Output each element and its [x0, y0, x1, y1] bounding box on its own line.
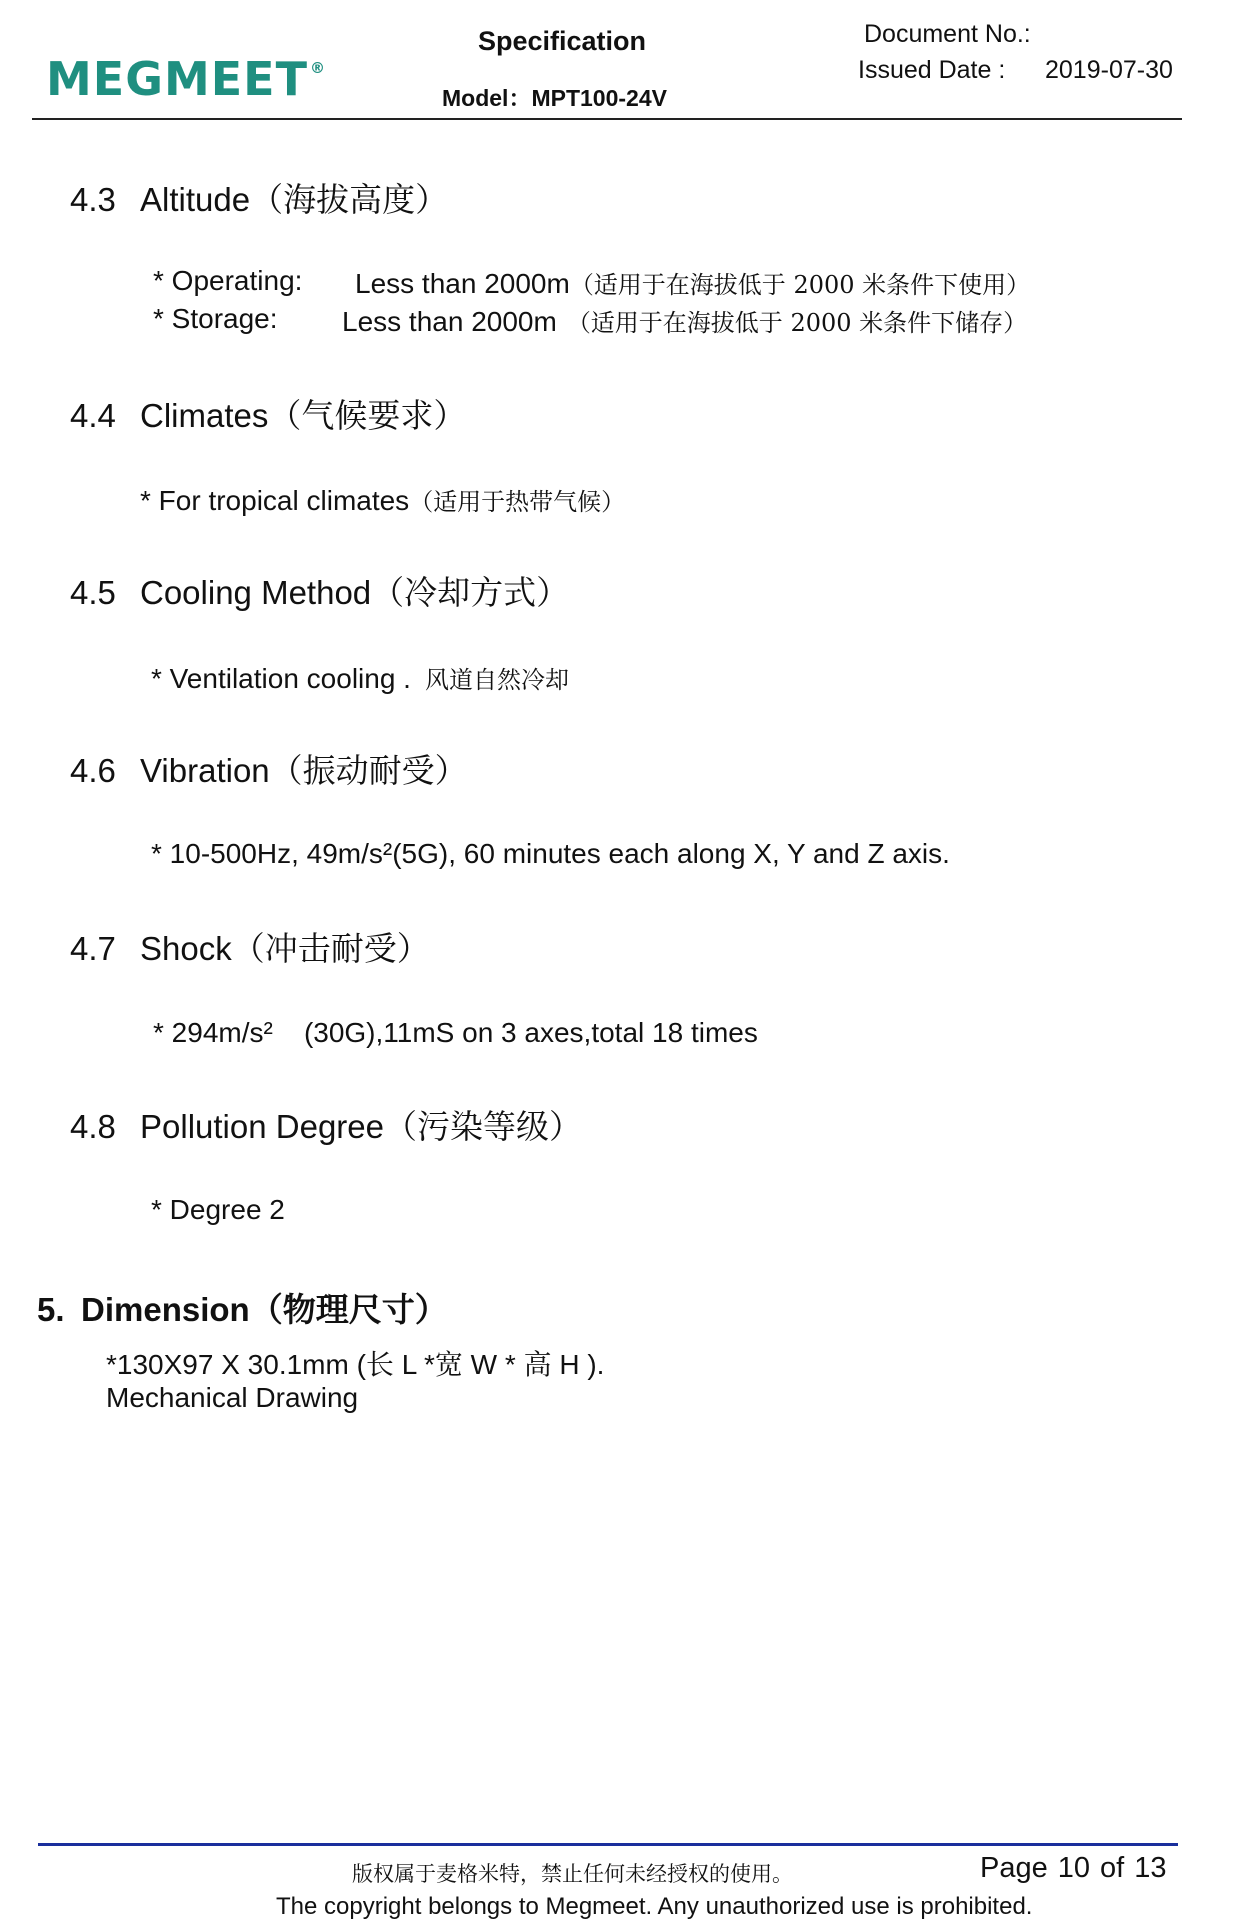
storage-altitude-note: （适用于在海拔低于 2000 米条件下储存）	[566, 309, 1028, 337]
section-title-cn: （冲击耐受）	[231, 929, 430, 968]
operating-altitude-label: * Operating:	[153, 265, 303, 296]
mechanical-drawing-label: Mechanical Drawing	[106, 1382, 359, 1413]
section-number: 4.8	[70, 1108, 116, 1145]
section-title-cn: （气候要求）	[268, 396, 467, 435]
page-label: Page	[980, 1852, 1048, 1884]
section-title: Dimension	[81, 1291, 250, 1328]
section-title: Climates	[140, 397, 269, 434]
section-number: 4.7	[70, 930, 116, 967]
footer-divider	[38, 1843, 1178, 1846]
of-label: of	[1100, 1852, 1125, 1884]
section-title-cn: （物理尺寸）	[249, 1290, 448, 1329]
issued-date-label: Issued Date :	[858, 56, 1006, 84]
section-title-cn: （海拔高度）	[250, 180, 449, 219]
section-number: 4.5	[70, 574, 116, 611]
section-4-3-heading	[70, 174, 448, 221]
climates-item	[140, 482, 625, 517]
section-title: Vibration	[140, 752, 270, 789]
cooling-note: 风道自然冷却	[424, 666, 569, 694]
dimension-value: *130X97 X 30.1mm (长 L *宽 W * 高 H ).	[106, 1349, 605, 1380]
section-title: Pollution Degree	[140, 1108, 384, 1145]
section-title: Altitude	[140, 181, 251, 218]
company-logo	[46, 52, 326, 106]
storage-altitude-row	[342, 303, 1027, 338]
section-number: 4.3	[70, 181, 116, 218]
cooling-text: * Ventilation cooling .	[151, 663, 411, 694]
registered-mark: ®	[309, 58, 326, 77]
section-number: 4.6	[70, 752, 116, 789]
page-total: 13	[1134, 1852, 1167, 1884]
section-title: Shock	[140, 930, 232, 967]
section-title-cn: （振动耐受）	[269, 751, 468, 790]
pollution-item: * Degree 2	[151, 1194, 285, 1225]
climates-note: （适用于热带气候）	[409, 488, 626, 516]
logo-text: MEGMEET	[46, 52, 308, 106]
storage-altitude-label: * Storage:	[153, 303, 278, 334]
operating-altitude-note: （适用于在海拔低于 2000 米条件下使用）	[569, 271, 1031, 299]
section-number: 5.	[37, 1291, 65, 1328]
section-4-4-heading	[70, 390, 466, 437]
page-number: 10	[1057, 1852, 1090, 1884]
copyright-en: The copyright belongs to Megmeet. Any unauthorized use is prohibited.	[276, 1893, 1033, 1920]
model-label: Model：MPT100-24V	[442, 85, 667, 111]
operating-altitude-value: Less than 2000m	[355, 268, 570, 299]
page-indicator	[980, 1852, 1176, 1885]
section-title-cn: （冷却方式）	[371, 573, 570, 612]
climates-text: * For tropical climates	[140, 485, 410, 516]
header-divider	[32, 118, 1182, 120]
section-4-8-heading	[70, 1101, 582, 1148]
copyright-cn: 版权属于麦格米特，禁止任何未经授权的使用。	[352, 1862, 793, 1886]
document-title: Specification	[478, 26, 647, 56]
section-4-6-heading	[70, 745, 468, 792]
section-4-7-heading	[70, 923, 430, 970]
section-5-heading	[37, 1284, 448, 1331]
operating-altitude-row	[355, 265, 1030, 300]
section-4-5-heading	[70, 567, 569, 614]
section-title-cn: （污染等级）	[384, 1107, 582, 1146]
section-title: Cooling Method	[140, 574, 372, 611]
section-number: 4.4	[70, 397, 116, 434]
storage-altitude-value: Less than 2000m	[342, 306, 557, 337]
vibration-item: * 10-500Hz, 49m/s²(5G), 60 minutes each along X, Y and Z axis.	[151, 838, 950, 869]
shock-item: * 294m/s² (30G),11mS on 3 axes,total 18 times	[153, 1017, 758, 1048]
cooling-item	[151, 660, 569, 695]
document-number-label: Document No.:	[864, 20, 1031, 48]
issued-date-value: 2019-07-30	[1045, 56, 1173, 84]
